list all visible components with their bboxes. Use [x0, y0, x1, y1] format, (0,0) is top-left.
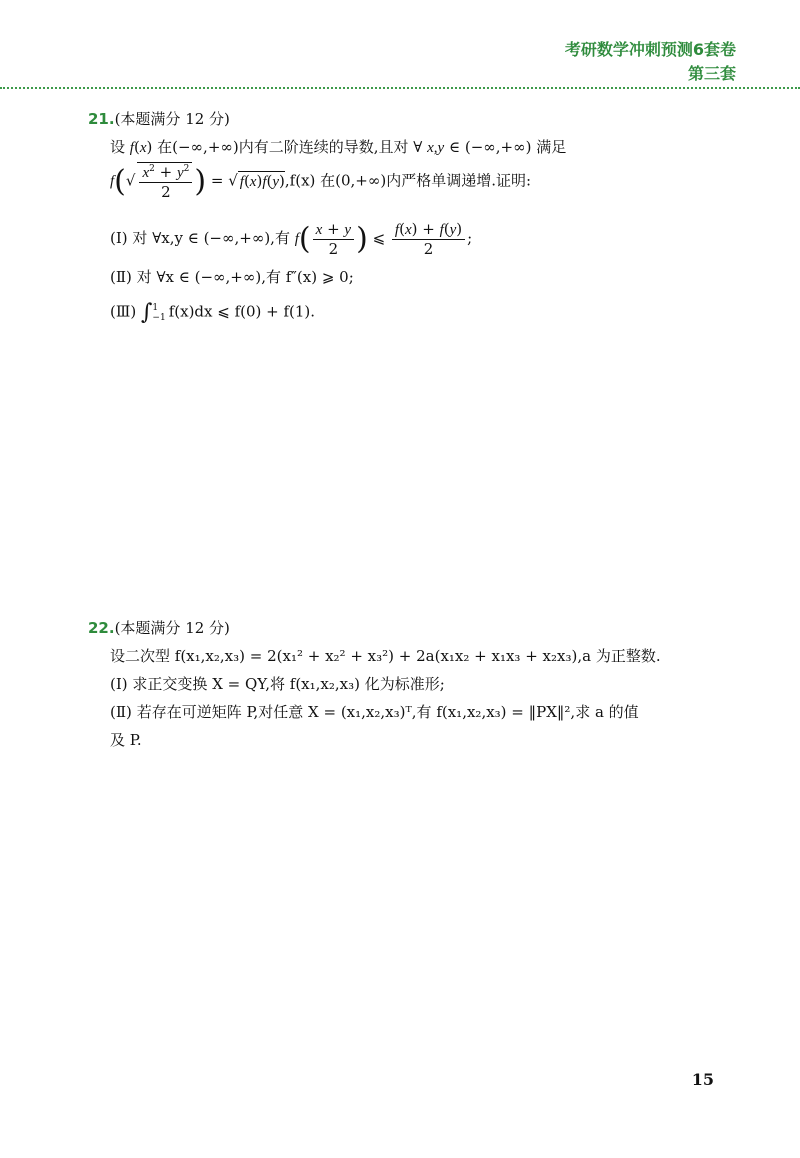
question-22-part-2-cont: 及 P.: [110, 731, 142, 749]
q21-text: )内有二阶连续的导数,且对 ∀: [232, 138, 423, 156]
q21-text: 对 ∀x,y ∈ (−∞,+∞),有: [132, 229, 290, 247]
header-subtitle: 第三套: [687, 64, 736, 83]
question-22-number: 22.: [88, 619, 115, 637]
question-21-points: (本题满分 12 分): [114, 110, 230, 128]
question-21-heading: [88, 108, 230, 129]
q21-text: ∈ (−∞,+∞) 满足: [448, 138, 567, 156]
header-divider: [0, 87, 800, 89]
question-22-part-2: [110, 701, 639, 722]
question-22-heading: [88, 617, 230, 638]
q22-text: 若存在可逆矩阵 P,对任意 X = (x₁,x₂,x₃)ᵀ,有 f(x₁,x₂,x₃) = ‖PX‖²,求 a 的值: [136, 703, 639, 721]
q21-text: f(x)dx ⩽ f(0) + f(1).: [168, 302, 316, 321]
page-number: 15: [691, 1070, 714, 1089]
question-22-line-1: 设二次型 f(x₁,x₂,x₃) = 2(x₁² + x₂² + x₃²) + 2a(x₁x₂ + x₁x₃ + x₂x₃),a 为正整数.: [110, 647, 661, 665]
question-22-part-1: [110, 673, 445, 694]
q21-text: −∞,+∞: [177, 138, 233, 156]
part-label: (Ⅰ): [110, 229, 128, 247]
question-21-part-1: (Ⅰ) 对 ∀x,y ∈ (−∞,+∞),有 f( $\frac{x + y}{2}$ ) ⩽ $\frac{f(x) + f(y)}{2}$ ;: [110, 220, 473, 258]
part-label: (Ⅲ): [110, 302, 137, 321]
question-21-number: 21.: [88, 110, 115, 128]
part-label: (Ⅱ): [110, 703, 132, 721]
q21-text: 对 ∀x ∈ (−∞,+∞),有 f″(x) ⩾ 0;: [136, 268, 354, 286]
running-header: [565, 38, 736, 86]
part-label: (Ⅱ): [110, 268, 132, 286]
q22-text: 求正交变换 X = QY,将 f(x₁,x₂,x₃) 化为标准形;: [132, 675, 445, 693]
question-21-part-3: (Ⅲ) ∫1 −1 f(x)dx ⩽ f(0) + f(1).: [110, 300, 316, 325]
q21-text: 设: [110, 138, 126, 156]
header-title: 考研数学冲刺预测6套卷: [564, 40, 736, 59]
question-21-line-1: 设 f(x) 在(−∞,+∞)内有二阶连续的导数,且对 ∀ x,y ∈ (−∞,+∞) 满足: [110, 138, 567, 156]
question-22-points: (本题满分 12 分): [114, 619, 230, 637]
q21-vars: x,y: [427, 140, 445, 156]
question-21-part-2: [110, 266, 354, 287]
q21-text: 在(: [157, 138, 178, 156]
part-label: (Ⅰ): [110, 675, 128, 693]
q21-text: ,f(x) 在(0,+∞)内严格单调递增.证明:: [284, 171, 532, 190]
question-21-line-2: f(√ $\frac{x^2 + y^2}{2}$ ) = √ f(x)f(y),f(x) 在(0,+∞)内严格单调递增.证明:: [110, 163, 532, 201]
